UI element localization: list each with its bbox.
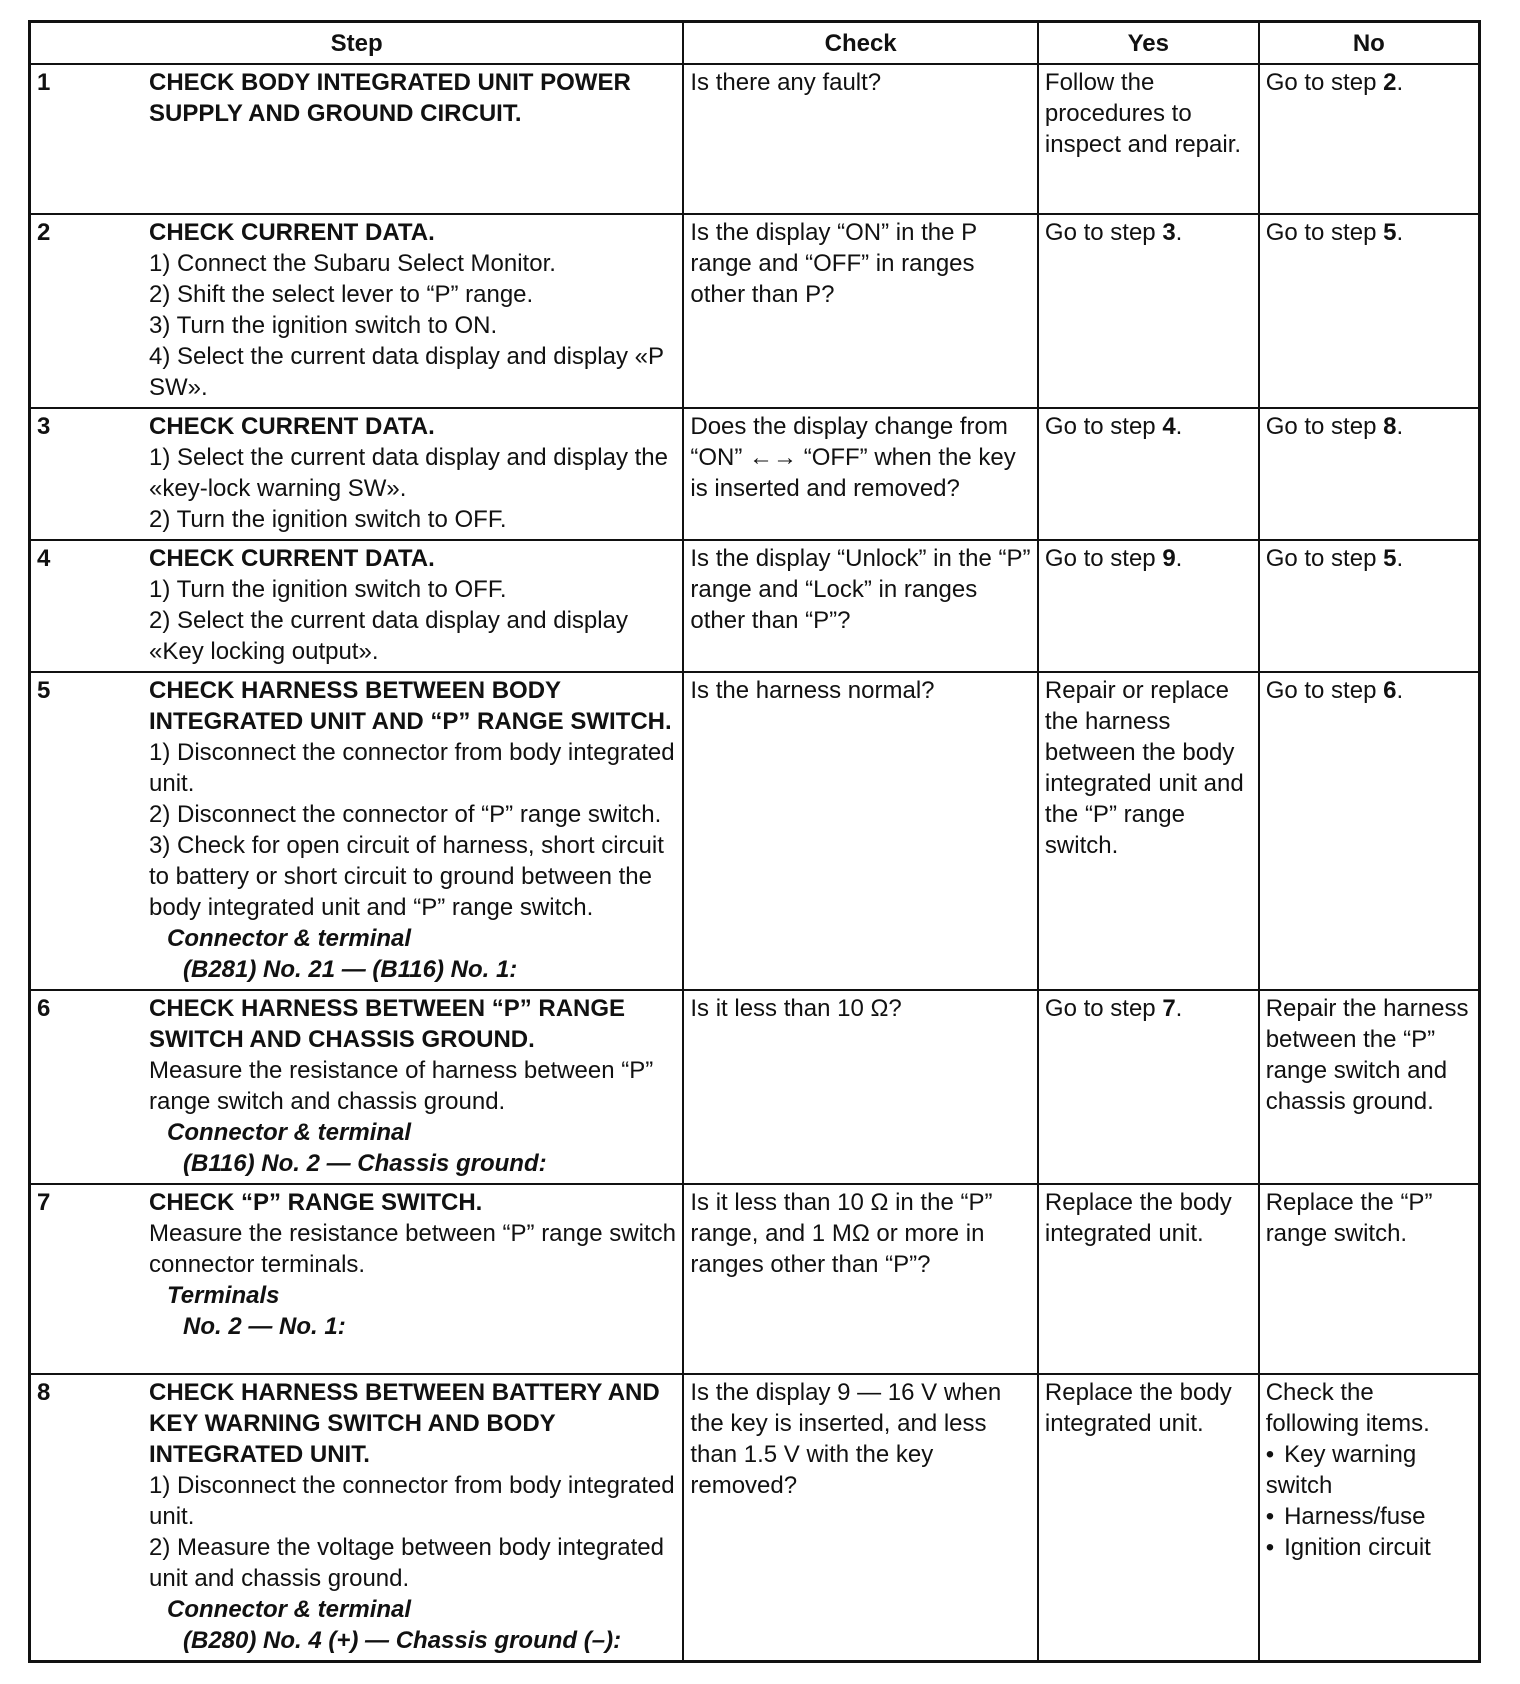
step-number: 7 xyxy=(37,1189,51,1216)
step-number: 6 xyxy=(37,995,51,1022)
step-cell xyxy=(30,990,684,1184)
check-cell: Is the harness normal? xyxy=(683,672,1038,990)
diagnostic-document xyxy=(28,20,1481,1663)
header-step: Step xyxy=(30,22,684,65)
connector-label: Connector & terminal xyxy=(167,1119,412,1146)
table-row xyxy=(30,1374,1480,1662)
no-cell: Go to step 8. xyxy=(1259,408,1480,540)
check-cell: Is it less than 10 Ω in the “P” range, and 1 MΩ or more in ranges other than “P”? xyxy=(683,1184,1038,1374)
table-row xyxy=(30,214,1480,408)
step-cell xyxy=(30,64,684,214)
step-title: CHECK CURRENT DATA. xyxy=(149,545,435,572)
no-cell: Go to step 6. xyxy=(1259,672,1480,990)
step-instruction: 4) Select the current data display and display «P SW». xyxy=(149,343,664,401)
step-number: 1 xyxy=(37,69,51,96)
no-intro: Check the following items. xyxy=(1265,1379,1430,1437)
check-cell: Is the display 9 — 16 V when the key is inserted, and less than 1.5 V with the key removed? xyxy=(683,1374,1038,1662)
step-instruction: 2) Measure the voltage between body integrated unit and chassis ground. xyxy=(149,1534,665,1592)
step-instruction: 2) Disconnect the connector of “P” range switch. xyxy=(149,801,662,828)
step-cell xyxy=(30,408,684,540)
table-row xyxy=(30,64,1480,214)
check-cell: Does the display change from “ON” ←→ “OFF” when the key is inserted and removed? xyxy=(683,408,1038,540)
yes-cell: Repair or replace the harness between the body integrated unit and the “P” range switch. xyxy=(1038,672,1259,990)
header-row xyxy=(30,22,1480,65)
check-cell: Is the display “ON” in the P range and “OFF” in ranges other than P? xyxy=(683,214,1038,408)
yes-cell: Go to step 7. xyxy=(1038,990,1259,1184)
step-number: 8 xyxy=(37,1379,51,1406)
table-row xyxy=(30,672,1480,990)
connector-label: Connector & terminal xyxy=(167,925,412,952)
step-title: CHECK HARNESS BETWEEN “P” RANGE SWITCH AND CHASSIS GROUND. xyxy=(149,995,626,1053)
step-cell xyxy=(30,540,684,672)
header-no: No xyxy=(1259,22,1480,65)
step-instruction: Measure the resistance of harness between “P” range switch and chassis ground. xyxy=(149,1057,654,1115)
header-check: Check xyxy=(683,22,1038,65)
step-instruction: 2) Turn the ignition switch to OFF. xyxy=(149,506,507,533)
table-row xyxy=(30,990,1480,1184)
yes-cell: Go to step 9. xyxy=(1038,540,1259,672)
yes-cell: Go to step 3. xyxy=(1038,214,1259,408)
step-title: CHECK “P” RANGE SWITCH. xyxy=(149,1189,483,1216)
terminals-values: No. 2 — No. 1: xyxy=(183,1313,346,1340)
no-cell: Repair the harness between the “P” range switch and chassis ground. xyxy=(1259,990,1480,1184)
header-yes: Yes xyxy=(1038,22,1259,65)
check-cell: Is the display “Unlock” in the “P” range and “Lock” in ranges other than “P”? xyxy=(683,540,1038,672)
step-title: CHECK BODY INTEGRATED UNIT POWER SUPPLY AND GROUND CIRCUIT. xyxy=(149,69,631,127)
step-instruction: 1) Disconnect the connector from body integrated unit. xyxy=(149,739,675,797)
step-number: 5 xyxy=(37,677,51,704)
step-cell xyxy=(30,1374,684,1662)
diagnostic-table xyxy=(28,20,1481,1663)
terminals-label: Terminals xyxy=(167,1282,280,1309)
step-instruction: 1) Select the current data display and display the «key-lock warning SW». xyxy=(149,444,668,502)
no-cell: Go to step 5. xyxy=(1259,540,1480,672)
no-cell: Replace the “P” range switch. xyxy=(1259,1184,1480,1374)
step-instruction: 1) Disconnect the connector from body integrated unit. xyxy=(149,1472,675,1530)
no-cell: Go to step 5. xyxy=(1259,214,1480,408)
step-cell xyxy=(30,1184,684,1374)
step-number: 4 xyxy=(37,545,51,572)
connector-terminals: (B116) No. 2 — Chassis ground: xyxy=(183,1150,547,1177)
step-title: CHECK CURRENT DATA. xyxy=(149,413,435,440)
list-item: • Key warning switch xyxy=(1266,1439,1472,1501)
step-number: 2 xyxy=(37,219,51,246)
no-cell: Go to step 2. xyxy=(1259,64,1480,214)
step-cell xyxy=(30,214,684,408)
step-cell xyxy=(30,672,684,990)
connector-terminals: (B281) No. 21 — (B116) No. 1: xyxy=(183,956,518,983)
step-instruction: Measure the resistance between “P” range switch connector terminals. xyxy=(149,1220,676,1278)
list-item: • Harness/fuse xyxy=(1266,1501,1472,1532)
table-row xyxy=(30,540,1480,672)
table-row xyxy=(30,408,1480,540)
check-cell: Is there any fault? xyxy=(683,64,1038,214)
connector-label: Connector & terminal xyxy=(167,1596,412,1623)
yes-cell: Replace the body integrated unit. xyxy=(1038,1374,1259,1662)
step-instruction: 1) Connect the Subaru Select Monitor. xyxy=(149,250,556,277)
step-title: CHECK CURRENT DATA. xyxy=(149,219,435,246)
step-title: CHECK HARNESS BETWEEN BATTERY AND KEY WARNING SWITCH AND BODY INTEGRATED UNIT. xyxy=(149,1379,660,1468)
step-instruction: 2) Select the current data display and display «Key locking output». xyxy=(149,607,628,665)
step-instruction: 3) Turn the ignition switch to ON. xyxy=(149,312,498,339)
step-number: 3 xyxy=(37,413,51,440)
table-row xyxy=(30,1184,1480,1374)
step-instruction: 1) Turn the ignition switch to OFF. xyxy=(149,576,507,603)
step-instruction: 3) Check for open circuit of harness, short circuit to battery or short circuit to ground between the body integrated unit and “P” range switch. xyxy=(149,832,664,921)
list-item: • Ignition circuit xyxy=(1266,1532,1472,1563)
check-cell: Is it less than 10 Ω? xyxy=(683,990,1038,1184)
step-instruction: 2) Shift the select lever to “P” range. xyxy=(149,281,534,308)
yes-cell: Replace the body integrated unit. xyxy=(1038,1184,1259,1374)
yes-cell: Follow the procedures to inspect and repair. xyxy=(1038,64,1259,214)
step-title: CHECK HARNESS BETWEEN BODY INTEGRATED UNIT AND “P” RANGE SWITCH. xyxy=(149,677,672,735)
yes-cell: Go to step 4. xyxy=(1038,408,1259,540)
no-cell xyxy=(1259,1374,1480,1662)
connector-terminals: (B280) No. 4 (+) — Chassis ground (–): xyxy=(183,1627,622,1654)
